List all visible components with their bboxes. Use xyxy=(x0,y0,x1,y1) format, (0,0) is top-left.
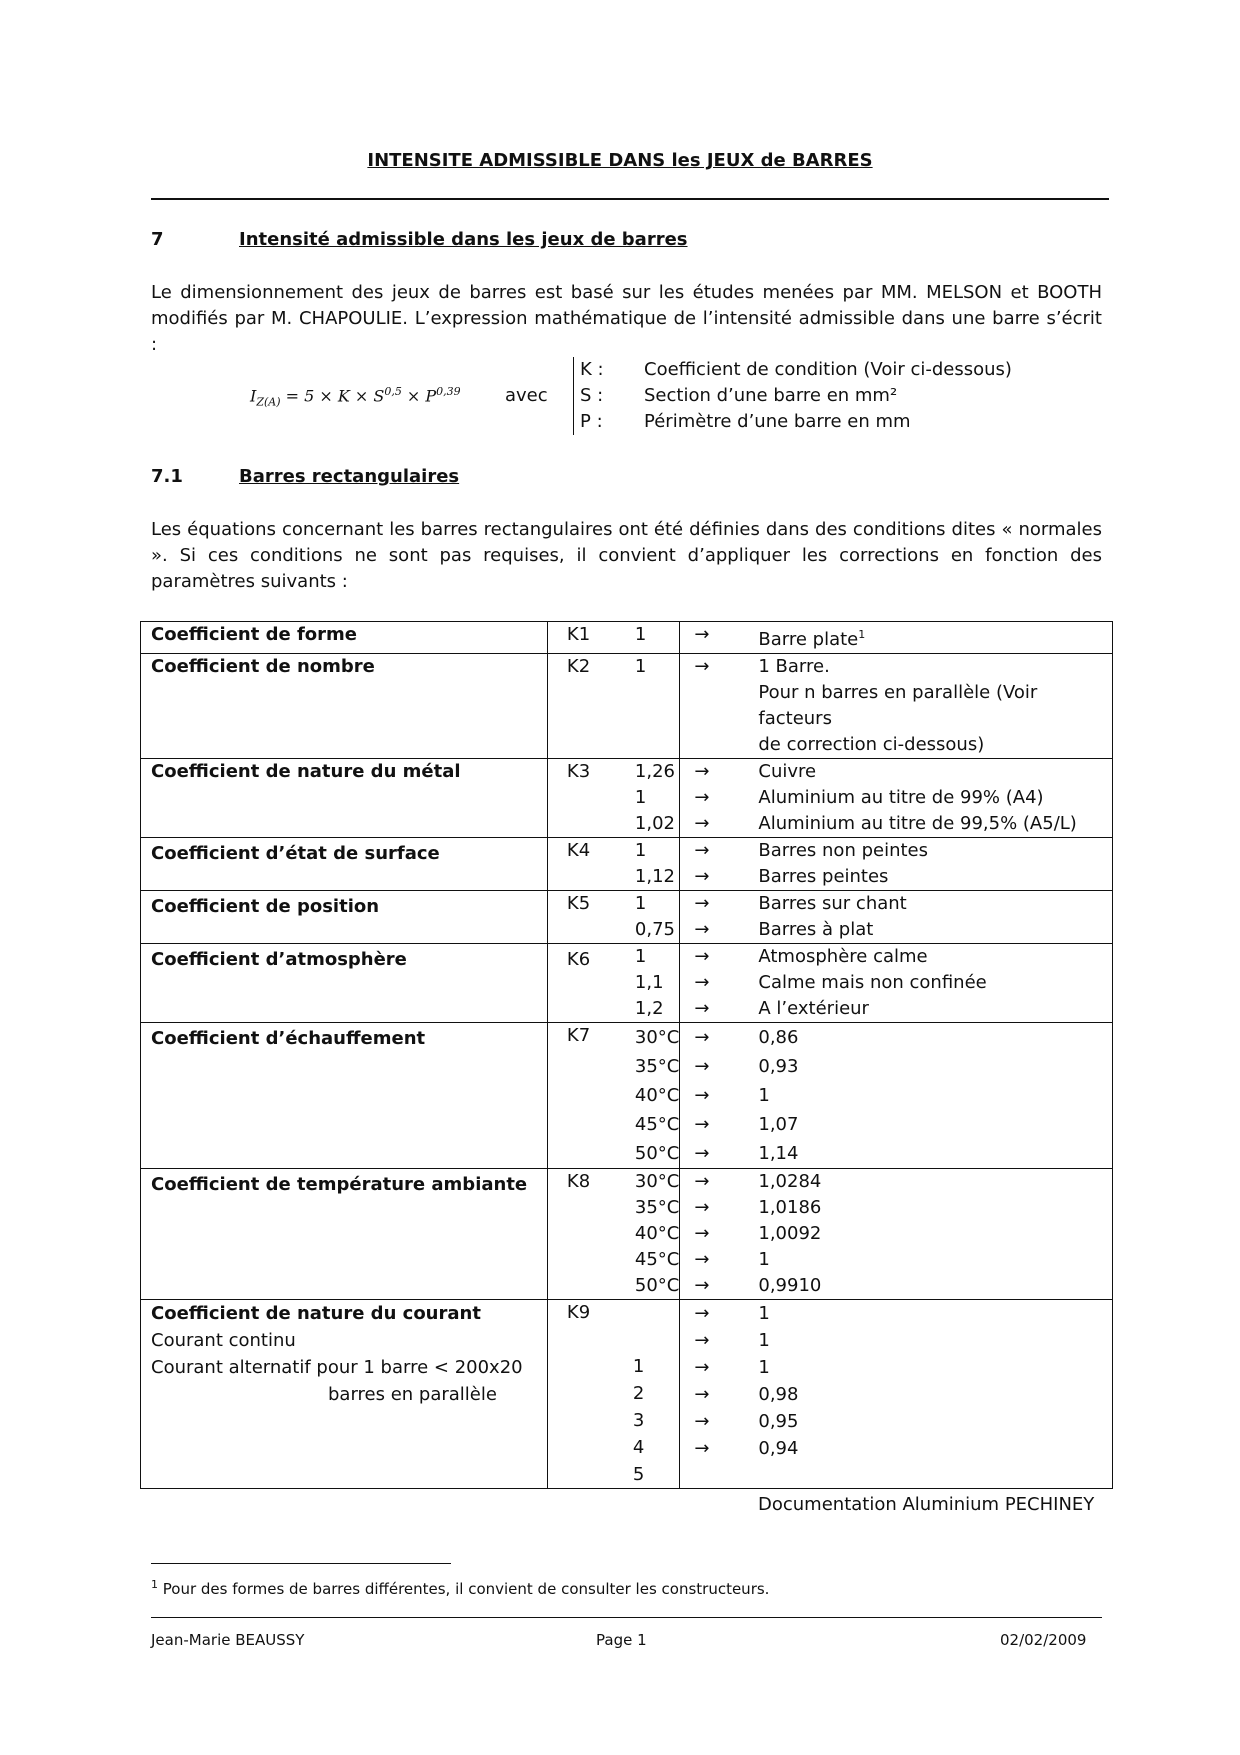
section-7-number: 7 xyxy=(151,229,164,250)
legend-key: P : xyxy=(580,411,603,432)
coef-value: 45°C xyxy=(634,1249,680,1270)
coef-result: Barre plate xyxy=(758,629,859,650)
coef-value: 35°C xyxy=(634,1197,680,1218)
coef-value: 45°C xyxy=(634,1114,680,1135)
coef-name-cell xyxy=(141,891,548,944)
coef-result: Calme mais non confinée xyxy=(758,972,987,993)
coef-result: 1 xyxy=(758,1085,770,1106)
coef-result: Barres peintes xyxy=(758,866,889,887)
coefficient-table xyxy=(140,621,1113,1489)
coef-value: 40°C xyxy=(634,1223,680,1244)
coef-result-cell xyxy=(680,622,1113,654)
coef-result-cell xyxy=(680,759,1113,838)
legend-key: K : xyxy=(580,359,604,380)
coef-result: 0,86 xyxy=(758,1027,799,1048)
formula-avec: avec xyxy=(505,385,548,406)
coef-result-cell xyxy=(680,944,1113,1023)
section-7-heading xyxy=(151,229,688,250)
coef-code: K5 xyxy=(566,893,591,914)
arrow-icon: → xyxy=(694,1223,710,1244)
coef-value: 5 xyxy=(632,1464,645,1485)
arrow-icon: → xyxy=(694,1384,710,1405)
legend-row xyxy=(580,357,1012,383)
coef-code: K3 xyxy=(566,761,591,782)
coef-value: 1 xyxy=(634,893,647,914)
coef-value: 1,02 xyxy=(634,813,675,834)
arrow-icon: → xyxy=(694,1197,710,1218)
coef-value-cell xyxy=(547,654,679,759)
coef-value-cell xyxy=(547,1023,679,1169)
coef-value: 1,26 xyxy=(634,761,675,782)
arrow-icon: → xyxy=(694,1249,710,1270)
coef-value xyxy=(548,1326,679,1353)
coef-code: K1 xyxy=(566,624,591,645)
coef-result-cell xyxy=(680,891,1113,944)
coef-name-cell xyxy=(141,1300,548,1489)
coef-value: 50°C xyxy=(634,1275,680,1296)
coef-value-cell xyxy=(547,1169,679,1300)
legend-row xyxy=(580,383,1012,409)
coef-value: 1 xyxy=(632,1356,645,1377)
table-row-k8 xyxy=(141,1169,1113,1300)
coef-result: 0,93 xyxy=(758,1056,799,1077)
arrow-icon: → xyxy=(694,998,710,1019)
coef-result: 1,07 xyxy=(758,1114,799,1135)
coef-result: A l’extérieur xyxy=(758,998,869,1019)
arrow-icon: → xyxy=(694,1303,710,1324)
coef-result: 1,0284 xyxy=(758,1171,822,1192)
coef-name-cell xyxy=(141,759,548,838)
formula xyxy=(250,385,461,409)
coef-name-cell xyxy=(141,944,548,1023)
coef-code: K8 xyxy=(566,1171,591,1192)
arrow-icon: → xyxy=(694,761,710,782)
coef-code: K7 xyxy=(566,1025,591,1046)
coef-value-cell xyxy=(547,838,679,891)
arrow-icon: → xyxy=(694,1330,710,1351)
formula-exp-1: 0,5 xyxy=(384,385,402,398)
arrow-icon: → xyxy=(694,972,710,993)
coef-result: Cuivre xyxy=(758,761,817,782)
arrow-icon: → xyxy=(694,787,710,808)
arrow-icon: → xyxy=(694,1027,710,1048)
coef-value: 1 xyxy=(634,787,647,808)
footer-page-number: Page 1 xyxy=(596,1631,647,1649)
coef-result: Atmosphère calme xyxy=(758,946,928,967)
coef-name: Coefficient de nature du courant xyxy=(151,1303,481,1324)
coef-result: 1 xyxy=(758,1330,770,1351)
coef-result: Barres à plat xyxy=(758,919,874,940)
coef-name: Coefficient de position xyxy=(151,896,380,917)
legend-row xyxy=(580,409,1012,435)
coef-result-cell xyxy=(680,1300,1113,1489)
coef-value: 50°C xyxy=(634,1143,680,1164)
coef-name-cell xyxy=(141,1169,548,1300)
footnote-mark: 1 xyxy=(151,1578,158,1591)
arrow-icon: → xyxy=(694,1438,710,1459)
section-7-1-paragraph: Les équations concernant les barres rectangulaires ont été définies dans des conditions dites « normales ». Si ces conditions ne sont pas requises, il convient d’appliquer les corrections en fonction des paramètres suivants : xyxy=(151,519,1102,592)
coef-value: 1,2 xyxy=(634,998,664,1019)
section-7-1-title: Barres rectangulaires xyxy=(239,466,460,487)
coef-value: 1 xyxy=(634,624,647,645)
coef-result: Pour n barres en parallèle (Voir facteurs xyxy=(758,682,1038,729)
coef-result-cell xyxy=(680,1169,1113,1300)
arrow-icon: → xyxy=(694,1357,710,1378)
footnote-text: Pour des formes de barres différentes, il convient de consulter les constructeurs. xyxy=(162,1580,770,1598)
formula-exp-2: 0,39 xyxy=(436,385,461,398)
coef-name-cell xyxy=(141,654,548,759)
coef-code: K6 xyxy=(566,949,591,970)
coef-value-cell xyxy=(547,944,679,1023)
coef-value: 1 xyxy=(634,840,647,861)
coef-result-cell xyxy=(680,838,1113,891)
arrow-icon: → xyxy=(694,946,710,967)
coef-result-cell xyxy=(680,654,1113,759)
table-row-k6 xyxy=(141,944,1113,1023)
coef-name-cell xyxy=(141,622,548,654)
title-rule xyxy=(151,198,1109,200)
footer-rule xyxy=(151,1617,1102,1618)
arrow-icon: → xyxy=(694,1275,710,1296)
coef-code: K4 xyxy=(566,840,591,861)
legend-text: Périmètre d’une barre en mm xyxy=(644,411,911,432)
footer-author: Jean-Marie BEAUSSY xyxy=(151,1631,305,1649)
coef-result: 0,98 xyxy=(758,1384,799,1405)
formula-rhs-a: = 5 × K × S xyxy=(280,386,385,406)
coef-value-cell xyxy=(547,622,679,654)
formula-legend xyxy=(573,357,1012,435)
coef-value: 1,1 xyxy=(634,972,664,993)
coef-result: Aluminium au titre de 99,5% (A5/L) xyxy=(758,813,1077,834)
coef-value: 4 xyxy=(632,1437,645,1458)
arrow-icon: → xyxy=(694,840,710,861)
coef-name: Coefficient de forme xyxy=(151,624,357,645)
coef-code: K2 xyxy=(566,656,591,677)
coef-subitem: barres en parallèle xyxy=(328,1384,497,1405)
table-row-k3 xyxy=(141,759,1113,838)
coef-result-cell xyxy=(680,1023,1113,1169)
coef-value: 3 xyxy=(632,1410,645,1431)
legend-text: Coefficient de condition (Voir ci-dessous) xyxy=(644,359,1012,380)
table-row-k5 xyxy=(141,891,1113,944)
coef-result: 1,0186 xyxy=(758,1197,822,1218)
coef-result: 1 Barre. xyxy=(758,656,830,677)
coef-value: 30°C xyxy=(634,1027,680,1048)
coef-subitem: Courant continu xyxy=(151,1330,296,1351)
coef-name: Coefficient de nombre xyxy=(151,656,375,677)
page-title: INTENSITE ADMISSIBLE DANS les JEUX de BARRES xyxy=(367,150,873,171)
coef-name: Coefficient de nature du métal xyxy=(151,761,461,782)
arrow-icon: → xyxy=(694,1143,710,1164)
section-7-title: Intensité admissible dans les jeux de barres xyxy=(239,229,688,250)
coef-result: Aluminium au titre de 99% (A4) xyxy=(758,787,1044,808)
section-7-paragraph: Le dimensionnement des jeux de barres est basé sur les études menées par MM. MELSON et BOOTH modifiés par M. CHAPOULIE. L’expression mathématique de l’intensité admissible dans une barre s’écrit : xyxy=(151,282,1102,355)
arrow-icon: → xyxy=(694,624,710,645)
table-row-k1 xyxy=(141,622,1113,654)
coef-result: 0,94 xyxy=(758,1438,799,1459)
arrow-icon: → xyxy=(694,1171,710,1192)
legend-key: S : xyxy=(580,385,604,406)
coef-value: 2 xyxy=(632,1383,645,1404)
table-row-k7 xyxy=(141,1023,1113,1169)
coef-name-cell xyxy=(141,1023,548,1169)
table-row-k4 xyxy=(141,838,1113,891)
coef-result: 1,0092 xyxy=(758,1223,822,1244)
coef-value: 35°C xyxy=(634,1056,680,1077)
coef-value: 0,75 xyxy=(634,919,675,940)
coef-name: Coefficient d’état de surface xyxy=(151,843,440,864)
arrow-icon: → xyxy=(694,866,710,887)
formula-rhs-b: × P xyxy=(401,386,437,406)
footnote-ref: 1 xyxy=(858,628,866,641)
arrow-icon: → xyxy=(694,1411,710,1432)
coef-result: 1,14 xyxy=(758,1143,799,1164)
coef-name: Coefficient d’échauffement xyxy=(151,1028,426,1049)
footnote xyxy=(151,1578,769,1598)
coef-value-cell xyxy=(547,891,679,944)
coef-result: de correction ci-dessous) xyxy=(758,734,985,755)
source-note: Documentation Aluminium PECHINEY xyxy=(758,1494,1095,1515)
arrow-icon: → xyxy=(694,656,710,677)
coef-name: Coefficient d’atmosphère xyxy=(151,949,407,970)
coef-result: 0,95 xyxy=(758,1411,799,1432)
section-7-1-heading xyxy=(151,466,459,487)
section-7-1-number: 7.1 xyxy=(151,466,183,487)
coef-result: 1 xyxy=(758,1303,770,1324)
arrow-icon: → xyxy=(694,1085,710,1106)
coef-value: 40°C xyxy=(634,1085,680,1106)
coef-result: 1 xyxy=(758,1249,770,1270)
coef-result: 0,9910 xyxy=(758,1275,822,1296)
formula-lhs-sub: Z(A) xyxy=(256,395,281,409)
arrow-icon: → xyxy=(694,813,710,834)
coef-name: Coefficient de température ambiante xyxy=(151,1174,528,1195)
coef-name-cell xyxy=(141,838,548,891)
formula-lhs: I xyxy=(250,386,257,406)
table-row-k2 xyxy=(141,654,1113,759)
footer-date: 02/02/2009 xyxy=(1000,1631,1087,1649)
coef-subitem: Courant alternatif pour 1 barre < 200x20 xyxy=(151,1357,523,1378)
arrow-icon: → xyxy=(694,1114,710,1135)
coef-result: Barres sur chant xyxy=(758,893,907,914)
coef-value: 1 xyxy=(634,656,647,677)
arrow-icon: → xyxy=(694,919,710,940)
table-row-k9 xyxy=(141,1300,1113,1489)
arrow-icon: → xyxy=(694,893,710,914)
legend-text: Section d’une barre en mm² xyxy=(644,385,898,406)
coef-value: 30°C xyxy=(634,1171,680,1192)
coef-code: K9 xyxy=(566,1302,591,1323)
footnote-rule xyxy=(151,1563,451,1564)
arrow-icon: → xyxy=(694,1056,710,1077)
coef-value: 1,12 xyxy=(634,866,675,887)
coef-result: Barres non peintes xyxy=(758,840,928,861)
coef-value: 1 xyxy=(634,946,647,967)
coef-result: 1 xyxy=(758,1357,770,1378)
coef-value-cell xyxy=(547,1300,679,1489)
coef-value-cell xyxy=(547,759,679,838)
